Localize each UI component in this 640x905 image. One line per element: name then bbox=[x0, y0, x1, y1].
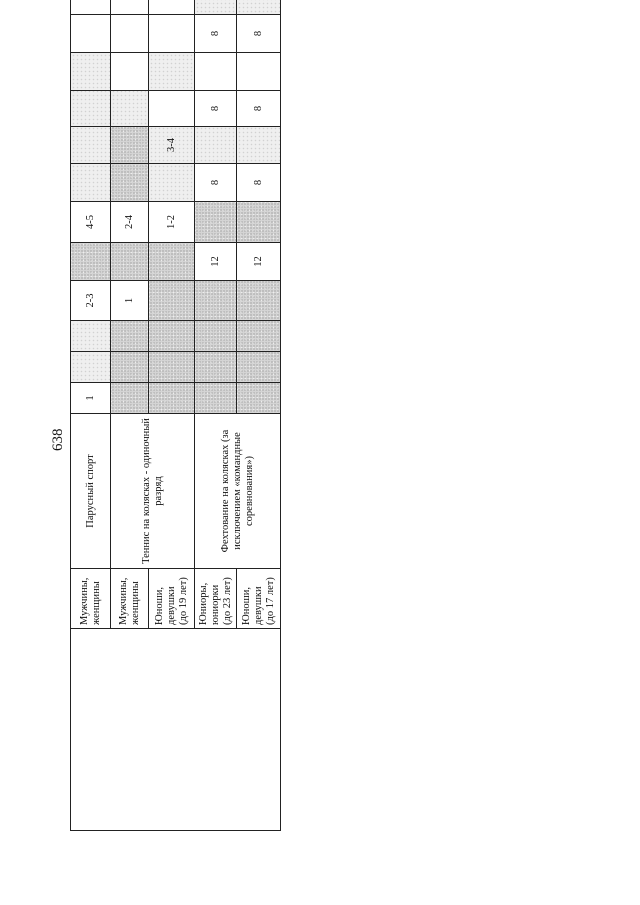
place-cell bbox=[195, 352, 237, 383]
age-group-cell: Мужчины, женщины bbox=[111, 569, 149, 629]
place-cell bbox=[237, 352, 281, 383]
place-cell bbox=[111, 321, 149, 352]
place-cell: 8 bbox=[237, 164, 281, 202]
place-cell bbox=[195, 127, 237, 164]
place-cell bbox=[237, 383, 281, 414]
place-cell bbox=[149, 91, 195, 127]
place-cell bbox=[195, 281, 237, 321]
place-cell bbox=[111, 15, 149, 53]
empty-lead-cell bbox=[71, 629, 281, 831]
place-cell: 3-4 bbox=[149, 127, 195, 164]
place-cell bbox=[111, 127, 149, 164]
place-cell bbox=[71, 243, 111, 281]
place-cell bbox=[195, 202, 237, 243]
age-group-cell: Юноши, девушки (до 19 лет) bbox=[149, 569, 195, 629]
place-cell: 12 bbox=[237, 243, 281, 281]
place-cell bbox=[195, 0, 237, 15]
page-number: 638 bbox=[50, 428, 66, 452]
place-cell bbox=[71, 15, 111, 53]
age-group-cell: Юноши, девушки (до 17 лет) bbox=[237, 569, 281, 629]
place-cell: 2-3 bbox=[71, 281, 111, 321]
place-cell bbox=[149, 281, 195, 321]
age-group-cell: Мужчины, женщины bbox=[71, 569, 111, 629]
place-cell: 8 bbox=[195, 91, 237, 127]
place-cell bbox=[237, 53, 281, 91]
place-cell bbox=[195, 383, 237, 414]
place-cell bbox=[149, 383, 195, 414]
place-cell bbox=[195, 53, 237, 91]
table-body bbox=[71, 0, 281, 831]
place-cell bbox=[111, 164, 149, 202]
discipline-cell: Фехтование на колясках (за исключением «командные соревнования») bbox=[195, 414, 281, 569]
place-cell bbox=[111, 243, 149, 281]
discipline-cell: Теннис на колясках - одиночный разряд bbox=[111, 414, 195, 569]
place-cell bbox=[149, 352, 195, 383]
place-cell bbox=[71, 164, 111, 202]
place-cell bbox=[149, 321, 195, 352]
place-cell: 1 bbox=[111, 281, 149, 321]
place-cell: 8 bbox=[195, 15, 237, 53]
place-cell bbox=[111, 383, 149, 414]
place-cell bbox=[111, 53, 149, 91]
place-cell bbox=[71, 91, 111, 127]
place-cell bbox=[71, 0, 111, 15]
place-cell bbox=[111, 0, 149, 15]
place-cell: 4-5 bbox=[71, 202, 111, 243]
place-cell: 12 bbox=[195, 243, 237, 281]
place-cell bbox=[149, 53, 195, 91]
place-cell bbox=[237, 202, 281, 243]
place-cell bbox=[149, 164, 195, 202]
place-cell bbox=[237, 281, 281, 321]
place-cell bbox=[71, 352, 111, 383]
place-cell bbox=[111, 352, 149, 383]
place-cell: 8 bbox=[195, 164, 237, 202]
place-cell bbox=[149, 243, 195, 281]
place-cell bbox=[195, 321, 237, 352]
discipline-cell: Парусный спорт bbox=[71, 414, 111, 569]
place-cell bbox=[111, 91, 149, 127]
age-group-cell: Юниоры, юниорки (до 23 лет) bbox=[195, 569, 237, 629]
table-row bbox=[71, 0, 111, 831]
place-cell: 1-2 bbox=[149, 202, 195, 243]
place-cell bbox=[149, 15, 195, 53]
place-cell bbox=[237, 321, 281, 352]
place-cell bbox=[71, 53, 111, 91]
sport-category-table bbox=[70, 0, 281, 831]
place-cell: 2-4 bbox=[111, 202, 149, 243]
place-cell: 1 bbox=[71, 383, 111, 414]
place-cell bbox=[237, 0, 281, 15]
place-cell bbox=[71, 127, 111, 164]
place-cell: 8 bbox=[237, 15, 281, 53]
place-cell bbox=[71, 321, 111, 352]
rotated-table-container bbox=[70, 30, 280, 831]
place-cell: 8 bbox=[237, 91, 281, 127]
place-cell bbox=[149, 0, 195, 15]
place-cell bbox=[237, 127, 281, 164]
